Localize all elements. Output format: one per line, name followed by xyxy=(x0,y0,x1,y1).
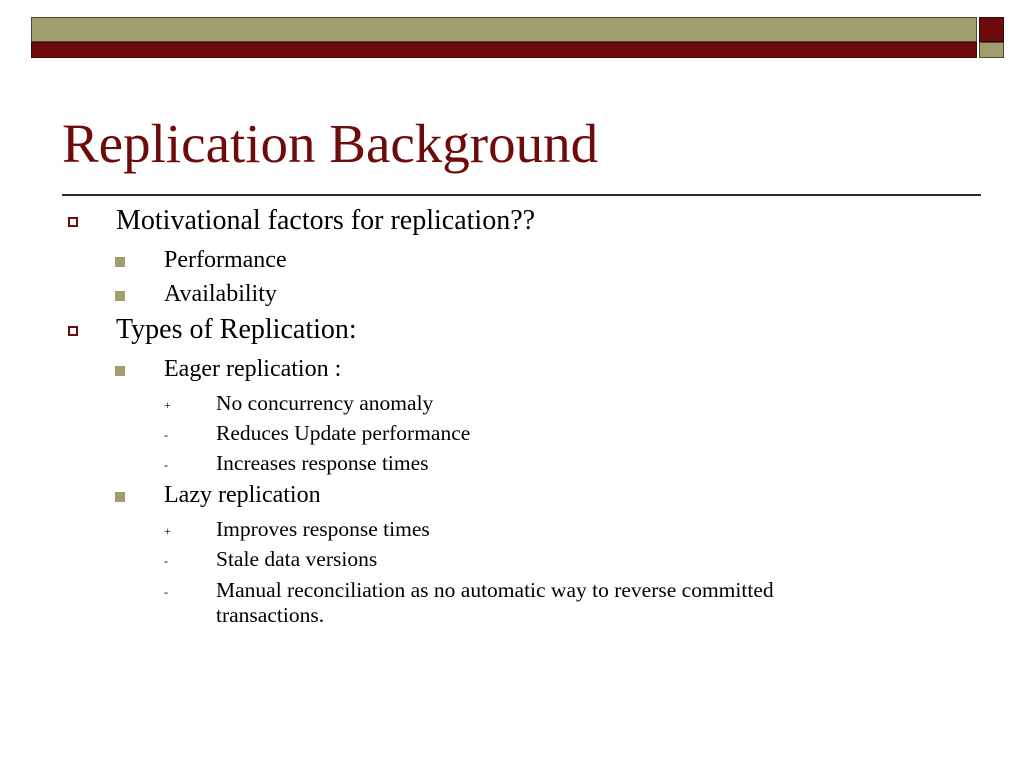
minus-icon: - xyxy=(164,554,168,568)
header-square-olive xyxy=(979,42,1004,58)
hollow-square-icon xyxy=(68,326,78,336)
bullet-text: Availability xyxy=(164,281,277,307)
bullet-text: Eager replication : xyxy=(164,356,342,382)
bullet-lazy-replication xyxy=(164,482,321,509)
filled-square-icon xyxy=(115,291,125,301)
filled-square-icon xyxy=(115,257,125,267)
bullet-text: Stale data versions xyxy=(216,547,378,571)
bullet-text: Increases response times xyxy=(216,451,429,475)
bullet-text: Types of Replication: xyxy=(116,314,357,345)
sub-bullet-eager-3 xyxy=(164,451,429,476)
plus-icon: + xyxy=(164,398,171,412)
filled-square-icon xyxy=(115,366,125,376)
bullet-text: Motivational factors for replication?? xyxy=(116,205,536,236)
bullet-text: No concurrency anomaly xyxy=(216,391,434,415)
bullet-text: Manual reconciliation as no automatic way to reverse committed xyxy=(216,578,774,602)
header-square-maroon xyxy=(979,17,1004,42)
sub-bullet-lazy-3-continued xyxy=(216,603,324,628)
bullet-types-of-replication xyxy=(116,314,357,346)
minus-icon: - xyxy=(164,585,168,599)
title-divider xyxy=(62,194,981,196)
sub-bullet-lazy-3 xyxy=(164,578,774,603)
filled-square-icon xyxy=(115,492,125,502)
sub-bullet-lazy-1 xyxy=(164,517,430,542)
bullet-availability xyxy=(164,281,277,308)
bullet-performance xyxy=(164,247,287,274)
sub-bullet-eager-2 xyxy=(164,421,471,446)
hollow-square-icon xyxy=(68,217,78,227)
minus-icon: - xyxy=(164,428,168,442)
bullet-text: Performance xyxy=(164,247,287,273)
bullet-motivational-factors xyxy=(116,205,535,237)
bullet-eager-replication xyxy=(164,356,341,383)
bullet-text: Reduces Update performance xyxy=(216,421,471,445)
sub-bullet-eager-1 xyxy=(164,391,434,416)
bullet-text: transactions. xyxy=(216,603,325,627)
header-bar-olive xyxy=(31,17,977,42)
plus-icon: + xyxy=(164,524,171,538)
sub-bullet-lazy-2 xyxy=(164,547,378,572)
minus-icon: - xyxy=(164,458,168,472)
bullet-text: Improves response times xyxy=(216,517,430,541)
slide-title: Replication Background xyxy=(62,113,599,174)
bullet-text: Lazy replication xyxy=(164,482,321,508)
header-bar-maroon xyxy=(31,42,977,58)
